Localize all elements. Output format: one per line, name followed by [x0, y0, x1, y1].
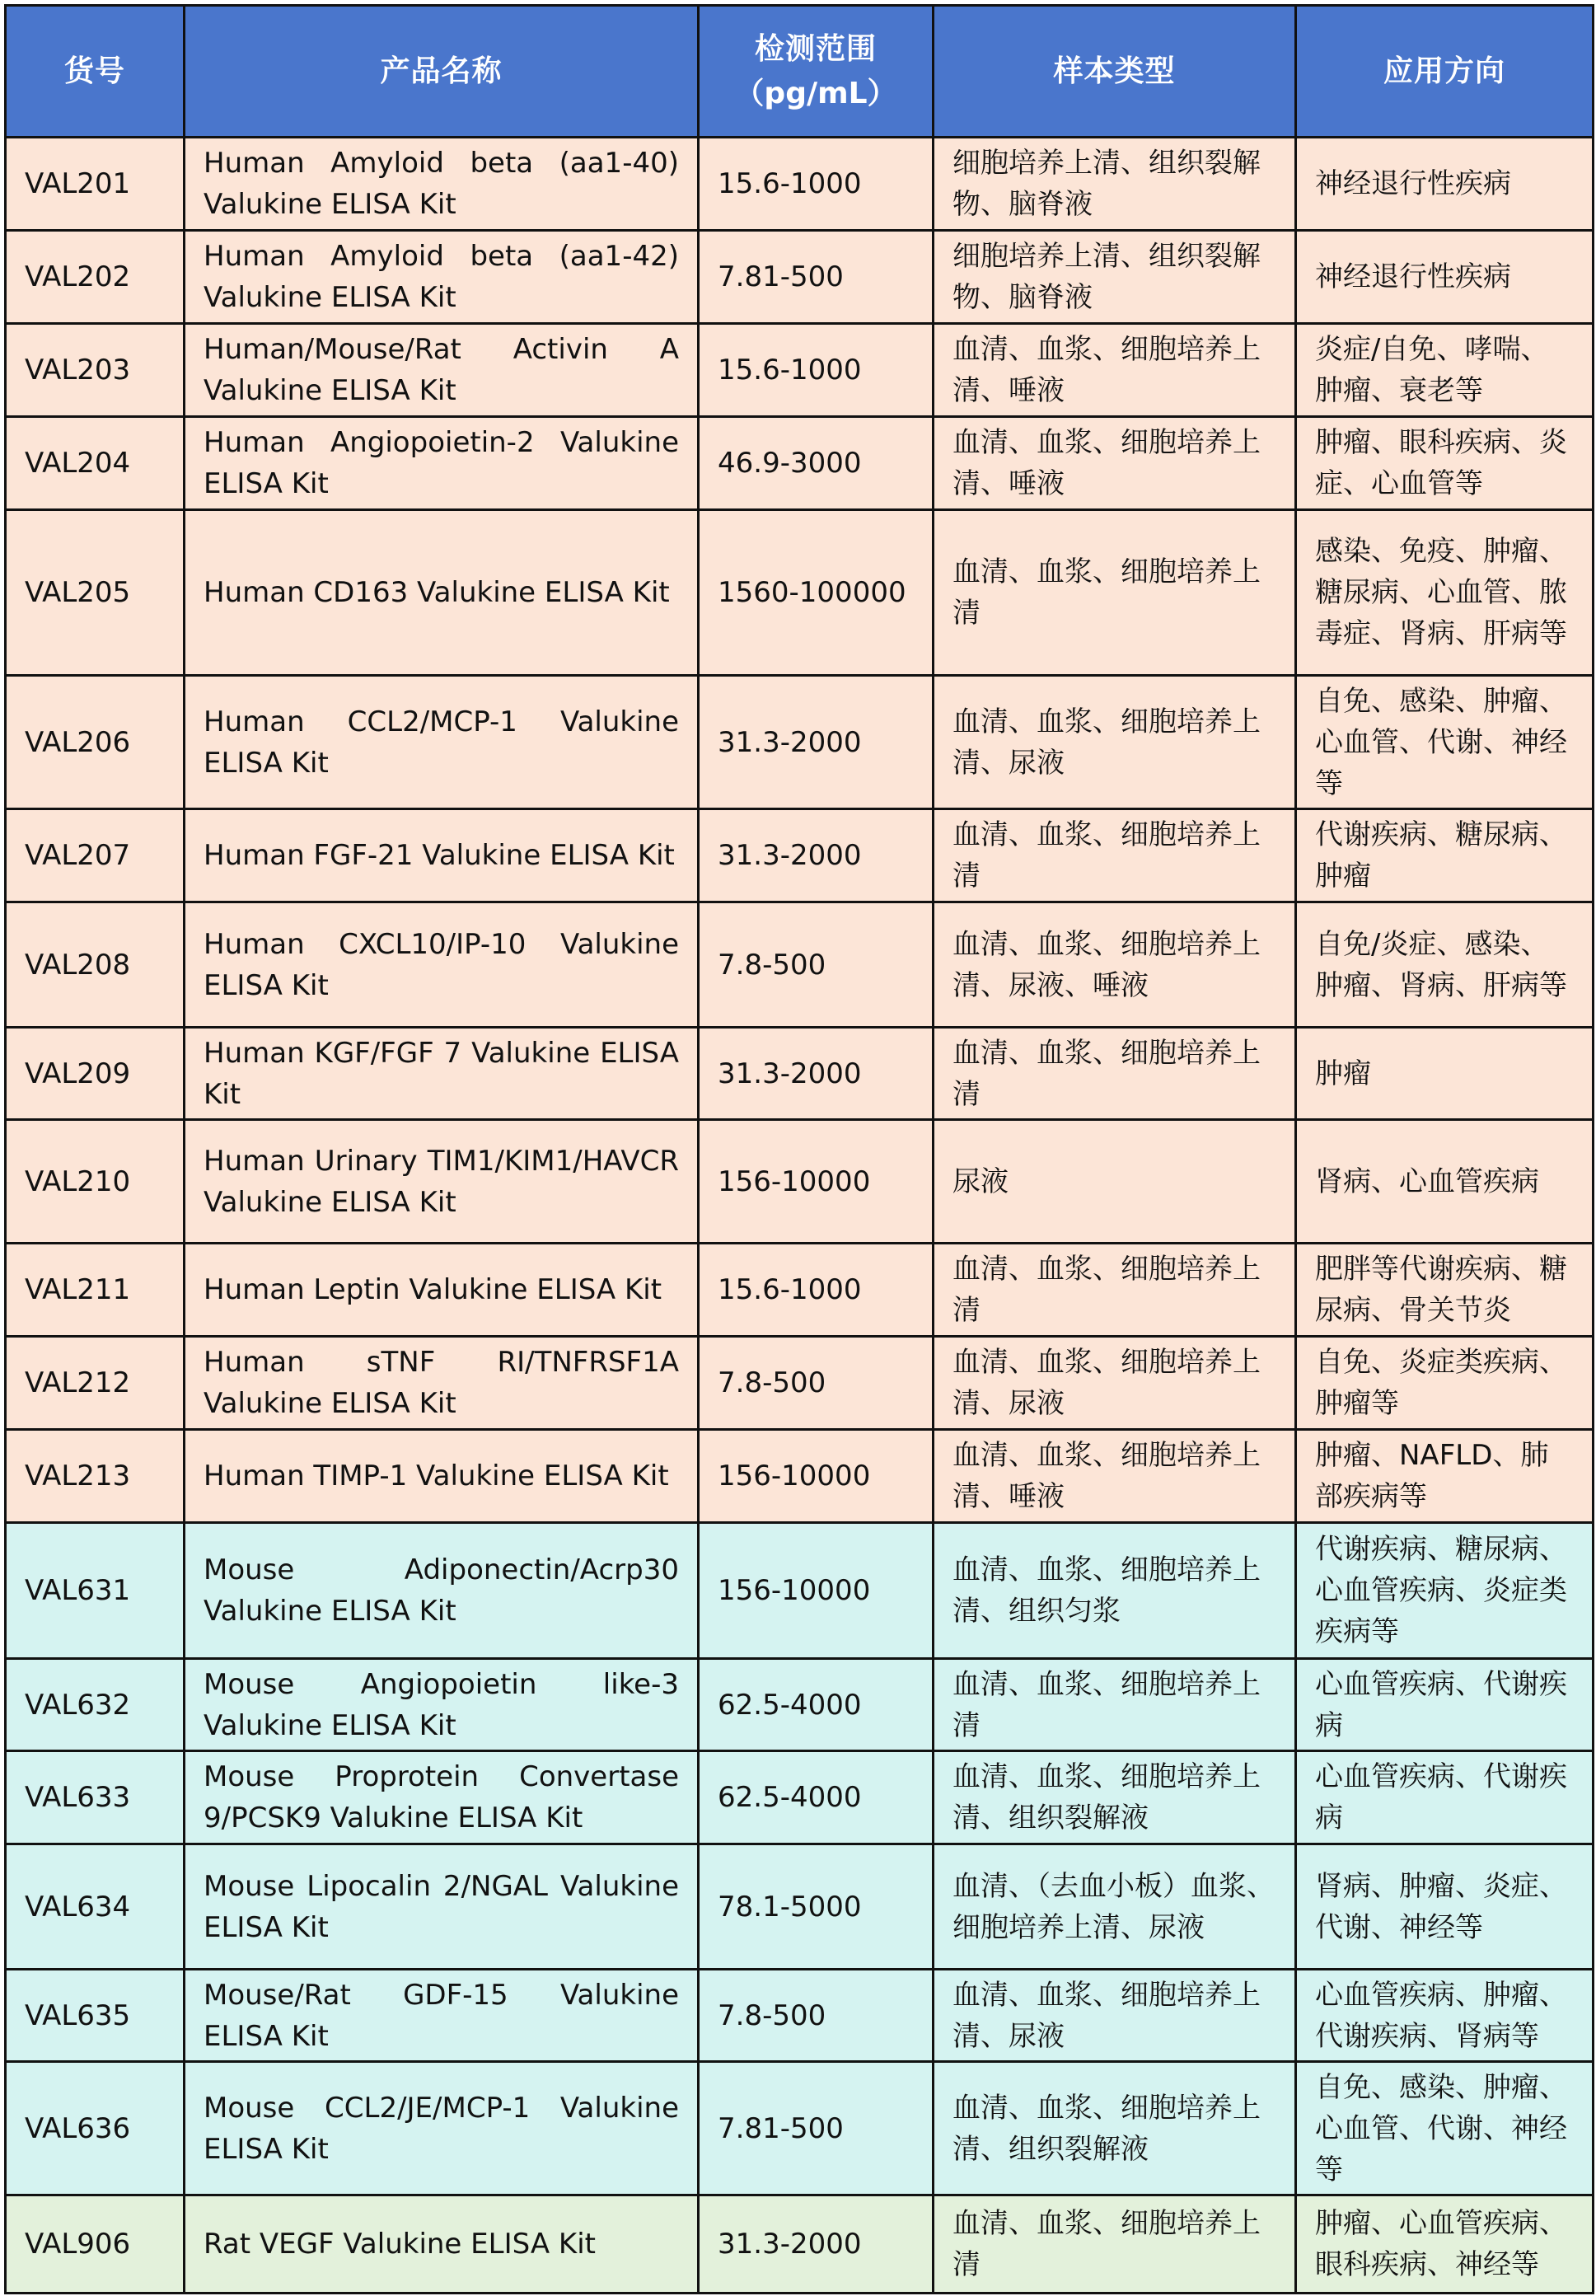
detection-range: 15.6-1000 — [699, 324, 934, 417]
catalog-number: VAL202 — [6, 231, 185, 324]
sample-type: 血清、血浆、细胞培养上清、唾液 — [934, 1430, 1296, 1523]
sample-type: 血清、血浆、细胞培养上清、唾液 — [934, 417, 1296, 510]
sample-type: 血清、血浆、细胞培养上清 — [934, 2195, 1296, 2294]
sample-type: 血清、血浆、细胞培养上清、唾液 — [934, 324, 1296, 417]
table-row — [6, 1337, 1594, 1430]
application: 心血管疾病、代谢疾病 — [1296, 1659, 1594, 1751]
detection-range: 31.3-2000 — [699, 676, 934, 809]
table-row — [6, 1751, 1594, 1844]
sample-type: 血清、血浆、细胞培养上清 — [934, 1244, 1296, 1337]
application: 感染、免疫、肿瘤、糖尿病、心血管、脓毒症、肾病、肝病等 — [1296, 510, 1594, 676]
detection-range: 31.3-2000 — [699, 809, 934, 902]
catalog-number: VAL634 — [6, 1844, 185, 1970]
catalog-number: VAL206 — [6, 676, 185, 809]
detection-range: 7.81-500 — [699, 231, 934, 324]
header-row — [6, 6, 1594, 138]
application: 心血管疾病、肿瘤、代谢疾病、肾病等 — [1296, 1970, 1594, 2062]
table-row — [6, 809, 1594, 902]
application: 自免/炎症、感染、肿瘤、肾病、肝病等 — [1296, 902, 1594, 1028]
detection-range: 156-10000 — [699, 1120, 934, 1244]
header-sample-type: 样本类型 — [934, 6, 1296, 138]
product-name: Human CD163 Valukine ELISA Kit — [185, 510, 699, 676]
detection-range: 156-10000 — [699, 1523, 934, 1659]
product-name: Human sTNF RI/TNFRSF1A Valukine ELISA Kit — [185, 1337, 699, 1430]
sample-type: 血清、血浆、细胞培养上清、尿液 — [934, 676, 1296, 809]
sample-type: 尿液 — [934, 1120, 1296, 1244]
product-name: Human Amyloid beta (aa1-40) Valukine ELISA Kit — [185, 138, 699, 231]
product-name: Human CCL2/MCP-1 Valukine ELISA Kit — [185, 676, 699, 809]
table-row — [6, 1028, 1594, 1120]
catalog-number: VAL212 — [6, 1337, 185, 1430]
sample-type: 血清、血浆、细胞培养上清、组织裂解液 — [934, 1751, 1296, 1844]
application: 肿瘤、心血管疾病、眼科疾病、神经等 — [1296, 2195, 1594, 2294]
catalog-number: VAL207 — [6, 809, 185, 902]
catalog-number: VAL209 — [6, 1028, 185, 1120]
sample-type: 血清、血浆、细胞培养上清、尿液 — [934, 1337, 1296, 1430]
application: 神经退行性疾病 — [1296, 138, 1594, 231]
header-catalog-number: 货号 — [6, 6, 185, 138]
table-row — [6, 417, 1594, 510]
catalog-number: VAL632 — [6, 1659, 185, 1751]
application: 肥胖等代谢疾病、糖尿病、骨关节炎 — [1296, 1244, 1594, 1337]
sample-type: 血清、血浆、细胞培养上清 — [934, 809, 1296, 902]
application: 代谢疾病、糖尿病、肿瘤 — [1296, 809, 1594, 902]
product-name: Human KGF/FGF 7 Valukine ELISA Kit — [185, 1028, 699, 1120]
product-name: Mouse Proprotein Convertase 9/PCSK9 Valukine ELISA Kit — [185, 1751, 699, 1844]
application: 心血管疾病、代谢疾病 — [1296, 1751, 1594, 1844]
sample-type: 血清、血浆、细胞培养上清、组织裂解液 — [934, 2062, 1296, 2195]
detection-range: 31.3-2000 — [699, 1028, 934, 1120]
table-row — [6, 324, 1594, 417]
detection-range: 78.1-5000 — [699, 1844, 934, 1970]
catalog-number: VAL205 — [6, 510, 185, 676]
catalog-number: VAL204 — [6, 417, 185, 510]
application: 自免、感染、肿瘤、心血管、代谢、神经等 — [1296, 2062, 1594, 2195]
application: 自免、炎症类疾病、肿瘤等 — [1296, 1337, 1594, 1430]
application: 肾病、肿瘤、炎症、代谢、神经等 — [1296, 1844, 1594, 1970]
table-row — [6, 2062, 1594, 2195]
product-name: Human CXCL10/IP-10 Valukine ELISA Kit — [185, 902, 699, 1028]
sample-type: 细胞培养上清、组织裂解物、脑脊液 — [934, 138, 1296, 231]
detection-range: 62.5-4000 — [699, 1751, 934, 1844]
detection-range: 156-10000 — [699, 1430, 934, 1523]
product-name: Human/Mouse/Rat Activin A Valukine ELISA Kit — [185, 324, 699, 417]
catalog-number: VAL633 — [6, 1751, 185, 1844]
detection-range: 62.5-4000 — [699, 1659, 934, 1751]
sample-type: 血清、血浆、细胞培养上清 — [934, 1028, 1296, 1120]
application: 神经退行性疾病 — [1296, 231, 1594, 324]
table-row — [6, 1659, 1594, 1751]
table-row — [6, 1120, 1594, 1244]
detection-range: 7.81-500 — [699, 2062, 934, 2195]
detection-range: 7.8-500 — [699, 902, 934, 1028]
catalog-number: VAL906 — [6, 2195, 185, 2294]
product-name: Human Leptin Valukine ELISA Kit — [185, 1244, 699, 1337]
table-row — [6, 510, 1594, 676]
product-name: Mouse/Rat GDF-15 Valukine ELISA Kit — [185, 1970, 699, 2062]
application: 肿瘤、NAFLD、肺部疾病等 — [1296, 1430, 1594, 1523]
application: 代谢疾病、糖尿病、心血管疾病、炎症类疾病等 — [1296, 1523, 1594, 1659]
catalog-number: VAL201 — [6, 138, 185, 231]
product-name: Mouse Lipocalin 2/NGAL Valukine ELISA Kit — [185, 1844, 699, 1970]
header-detection-range-unit: （pg/mL） — [734, 76, 897, 110]
sample-type: 细胞培养上清、组织裂解物、脑脊液 — [934, 231, 1296, 324]
sample-type: 血清、血浆、细胞培养上清、尿液 — [934, 1970, 1296, 2062]
detection-range: 7.8-500 — [699, 1337, 934, 1430]
table-row — [6, 1844, 1594, 1970]
detection-range: 1560-100000 — [699, 510, 934, 676]
application: 炎症/自免、哮喘、肿瘤、衰老等 — [1296, 324, 1594, 417]
sample-type: 血清、血浆、细胞培养上清 — [934, 1659, 1296, 1751]
product-name: Human Angiopoietin-2 Valukine ELISA Kit — [185, 417, 699, 510]
table-row — [6, 902, 1594, 1028]
sample-type: 血清、血浆、细胞培养上清、组织匀浆 — [934, 1523, 1296, 1659]
table-row — [6, 2195, 1594, 2294]
catalog-number: VAL210 — [6, 1120, 185, 1244]
sample-type: 血清、（去血小板）血浆、细胞培养上清、尿液 — [934, 1844, 1296, 1970]
table-row — [6, 1970, 1594, 2062]
catalog-number: VAL211 — [6, 1244, 185, 1337]
product-name: Rat VEGF Valukine ELISA Kit — [185, 2195, 699, 2294]
table-row — [6, 676, 1594, 809]
table-row — [6, 1430, 1594, 1523]
header-product-name: 产品名称 — [185, 6, 699, 138]
application: 肿瘤、眼科疾病、炎症、心血管等 — [1296, 417, 1594, 510]
sample-type: 血清、血浆、细胞培养上清 — [934, 510, 1296, 676]
catalog-number: VAL636 — [6, 2062, 185, 2195]
product-name: Human Amyloid beta (aa1-42) Valukine ELISA Kit — [185, 231, 699, 324]
catalog-number: VAL635 — [6, 1970, 185, 2062]
product-name: Mouse Adiponectin/Acrp30 Valukine ELISA Kit — [185, 1523, 699, 1659]
catalog-number: VAL208 — [6, 902, 185, 1028]
header-application: 应用方向 — [1296, 6, 1594, 138]
detection-range: 31.3-2000 — [699, 2195, 934, 2294]
sample-type: 血清、血浆、细胞培养上清、尿液、唾液 — [934, 902, 1296, 1028]
application: 肿瘤 — [1296, 1028, 1594, 1120]
product-name: Mouse Angiopoietin like-3 Valukine ELISA Kit — [185, 1659, 699, 1751]
catalog-number: VAL203 — [6, 324, 185, 417]
product-name: Mouse CCL2/JE/MCP-1 Valukine ELISA Kit — [185, 2062, 699, 2195]
table-row — [6, 138, 1594, 231]
application: 自免、感染、肿瘤、心血管、代谢、神经等 — [1296, 676, 1594, 809]
detection-range: 7.8-500 — [699, 1970, 934, 2062]
table-row — [6, 231, 1594, 324]
catalog-number: VAL213 — [6, 1430, 185, 1523]
product-name: Human FGF-21 Valukine ELISA Kit — [185, 809, 699, 902]
product-name: Human TIMP-1 Valukine ELISA Kit — [185, 1430, 699, 1523]
table-row — [6, 1523, 1594, 1659]
detection-range: 15.6-1000 — [699, 1244, 934, 1337]
header-detection-range: 检测范围 （pg/mL） — [699, 6, 934, 138]
detection-range: 46.9-3000 — [699, 417, 934, 510]
catalog-number: VAL631 — [6, 1523, 185, 1659]
table-row — [6, 1244, 1594, 1337]
product-table — [4, 4, 1594, 2294]
application: 肾病、心血管疾病 — [1296, 1120, 1594, 1244]
product-name: Human Urinary TIM1/KIM1/HAVCR Valukine ELISA Kit — [185, 1120, 699, 1244]
detection-range: 15.6-1000 — [699, 138, 934, 231]
